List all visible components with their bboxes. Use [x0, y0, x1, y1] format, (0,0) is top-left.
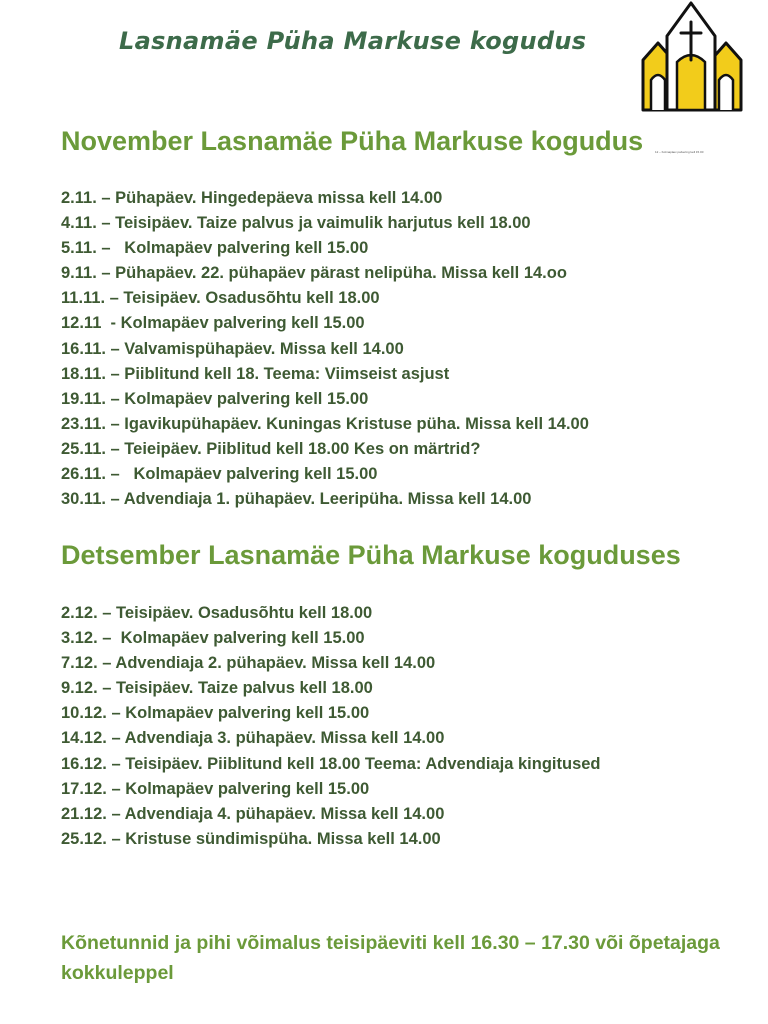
event-item: 16.11. – Valvamispühapäev. Missa kell 14.00: [61, 339, 404, 358]
event-item: 2.11. – Pühapäev. Hingedepäeva missa kell 14.00: [61, 189, 443, 207]
event-item: 5.11. – Kolmapäev palvering kell 15.00: [61, 239, 369, 258]
event-item: 7.12. – Advendiaja 2. pühapäev. Missa kell 14.00: [61, 654, 436, 673]
event-item: 9.12. – Teisipäev. Taize palvus kell 18.00: [61, 679, 373, 698]
event-item: 26.11. – Kolmapäev palvering kell 15.00: [61, 465, 378, 484]
event-item: 2.12. – Teisipäev. Osadusõhtu kell 18.00: [61, 604, 373, 622]
event-item: 19.11. – Kolmapäev palvering kell 15.00: [61, 389, 369, 408]
tiny-note: 12 – Kolmapäev palvering kell 15.00: [655, 150, 704, 154]
event-item: 3.12. – Kolmapäev palvering kell 15.00: [61, 629, 365, 648]
event-item: 25.12. – Kristuse sündimispüha. Missa kell 14.00: [61, 829, 441, 848]
december-event-list: [61, 601, 601, 852]
november-heading: November Lasnamäe Püha Markuse kogudus: [61, 126, 644, 156]
event-item: 25.11. – Teieipäev. Piiblitud kell 18.00 Kes on märtrid?: [61, 439, 481, 458]
brand-title: Lasnamäe Püha Markuse kogudus: [119, 27, 587, 55]
event-item: 9.11. – Pühapäev. 22. pühapäev pärast nelipüha. Missa kell 14.oo: [61, 264, 567, 283]
church-logo-icon: [640, 0, 744, 114]
event-item: 11.11. – Teisipäev. Osadusõhtu kell 18.00: [61, 289, 380, 308]
event-item: 12.11 - Kolmapäev palvering kell 15.00: [61, 314, 365, 333]
event-item: 4.11. – Teisipäev. Taize palvus ja vaimulik harjutus kell 18.00: [61, 214, 531, 233]
event-item: 14.12. – Advendiaja 3. pühapäev. Missa kell 14.00: [61, 729, 445, 748]
event-item: 21.12. – Advendiaja 4. pühapäev. Missa kell 14.00: [61, 804, 445, 823]
december-heading: Detsember Lasnamäe Püha Markuse koguduses: [61, 540, 681, 570]
event-item: 23.11. – Igavikupühapäev. Kuningas Kristuse püha. Missa kell 14.00: [61, 414, 589, 433]
event-item: 10.12. – Kolmapäev palvering kell 15.00: [61, 704, 370, 723]
event-item: 16.12. – Teisipäev. Piiblitund kell 18.00 Teema: Advendiaja kingitused: [61, 754, 601, 773]
event-item: 17.12. – Kolmapäev palvering kell 15.00: [61, 779, 370, 798]
november-event-list: [61, 186, 589, 512]
footer-note: Kõnetunnid ja pihi võimalus teisipäeviti kell 16.30 – 17.30 või õpetajaga kokkuleppel: [61, 932, 720, 984]
event-item: 18.11. – Piiblitund kell 18. Teema: Viimseist asjust: [61, 364, 450, 383]
event-item: 30.11. – Advendiaja 1. pühapäev. Leeripüha. Missa kell 14.00: [61, 490, 532, 509]
